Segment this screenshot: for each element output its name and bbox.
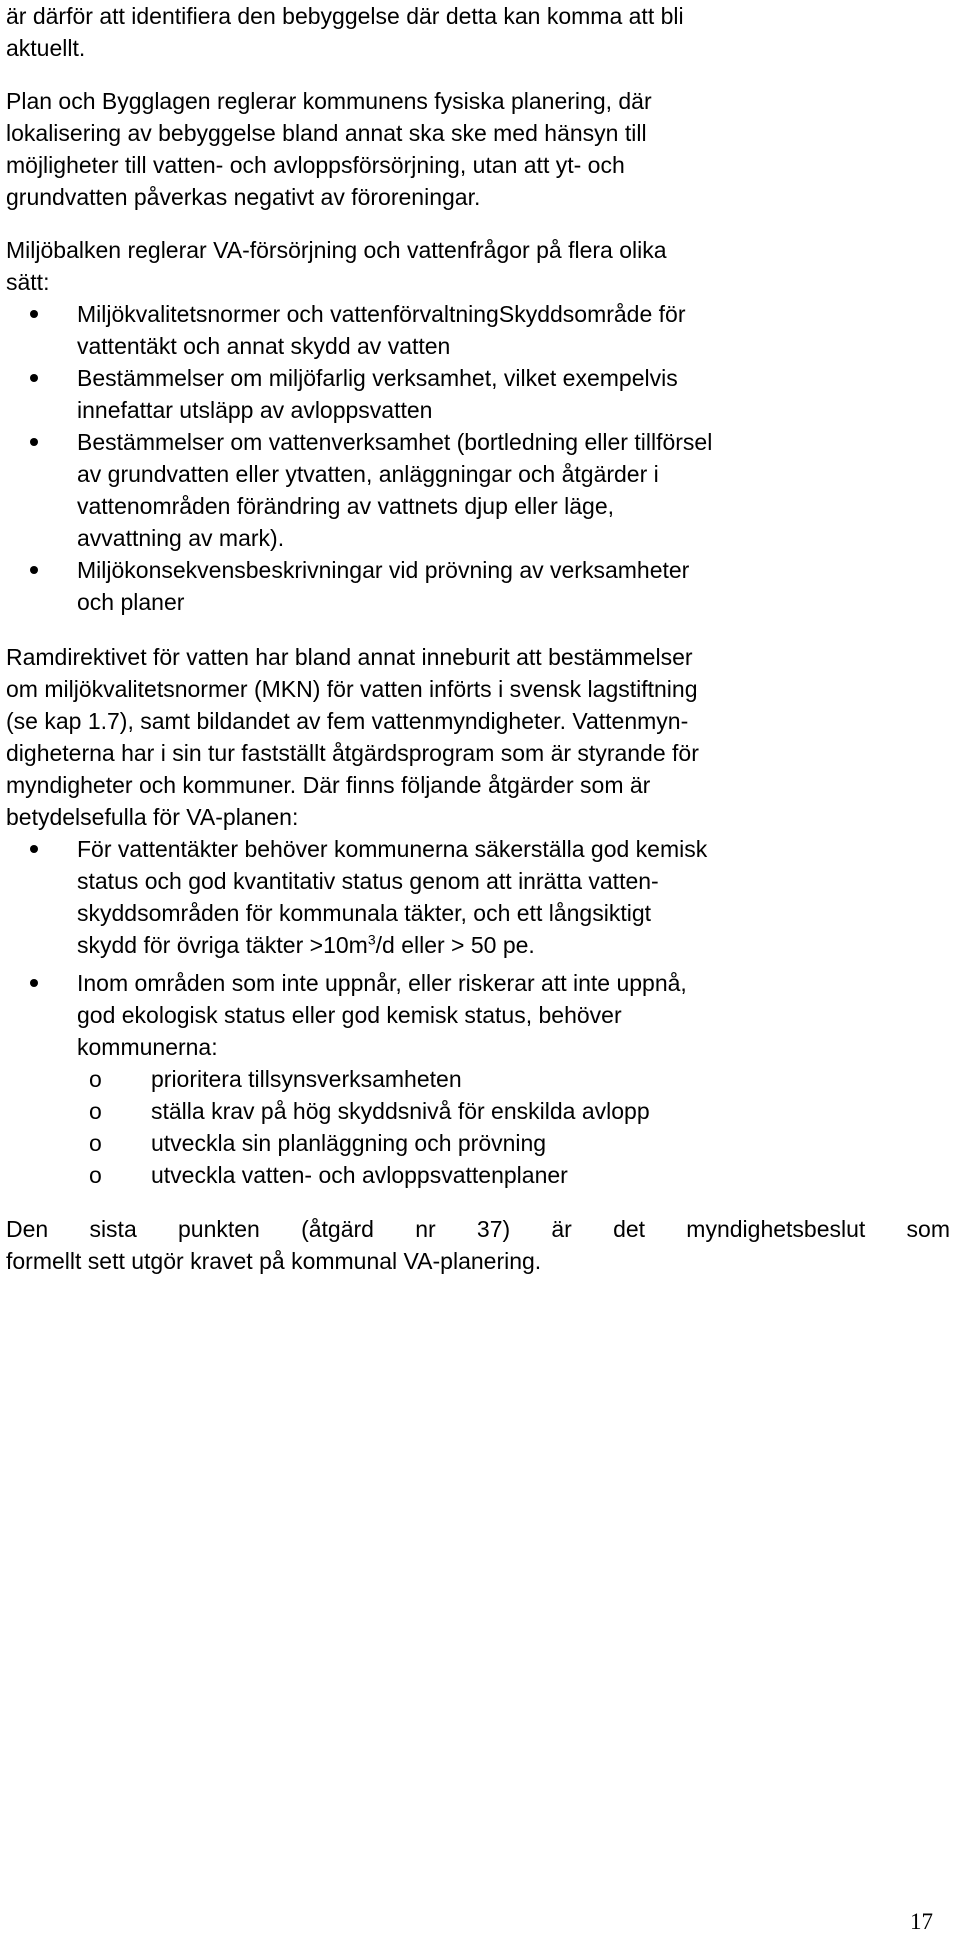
text-line: För vattentäkter behöver kommunerna säkerställa god kemisk bbox=[77, 836, 708, 862]
text-line: är därför att identifiera den bebyggelse där detta kan komma att bli bbox=[6, 3, 684, 29]
text-line: Den sista punkten (åtgärd nr 37) är det myndighetsbeslut som bbox=[6, 1216, 950, 1242]
text-line: vattentäkt och annat skydd av vatten bbox=[77, 333, 451, 359]
text-line: grundvatten påverkas negativt av föroreningar. bbox=[6, 184, 481, 210]
text-line: kommunerna: bbox=[77, 1034, 218, 1060]
text-line: status och god kvantitativ status genom att inrätta vatten- bbox=[77, 868, 659, 894]
text-line: Bestämmelser om miljöfarlig verksamhet, vilket exempelvis bbox=[77, 365, 678, 391]
list-item bbox=[6, 426, 950, 554]
text-line: av grundvatten eller ytvatten, anläggningar och åtgärder i bbox=[77, 461, 659, 487]
text-line: sätt: bbox=[6, 269, 50, 295]
text-line: om miljökvalitetsnormer (MKN) för vatten införts i svensk lagstiftning bbox=[6, 676, 698, 702]
text-line: /d eller > 50 pe. bbox=[375, 932, 535, 958]
text-line: skyddsområden för kommunala täkter, och ett långsiktigt bbox=[77, 900, 652, 926]
text-line: formellt sett utgör kravet på kommunal VA-planering. bbox=[6, 1248, 542, 1274]
sub-list-item: o ställa krav på hög skyddsnivå för enskilda avlopp bbox=[77, 1095, 950, 1127]
text-line: innefattar utsläpp av avloppsvatten bbox=[77, 397, 433, 423]
text-line: god ekologisk status eller god kemisk status, behöver bbox=[77, 1002, 622, 1028]
text-line: Ramdirektivet för vatten har bland annat inneburit att bestämmelser bbox=[6, 644, 693, 670]
ramdirektivet-paragraph bbox=[6, 641, 950, 833]
text-line: och planer bbox=[77, 589, 185, 615]
intro-paragraph bbox=[6, 0, 950, 64]
text-line: Miljöbalken reglerar VA-försörjning och vattenfrågor på flera olika bbox=[6, 237, 667, 263]
document-page bbox=[6, 0, 950, 1277]
list-item bbox=[6, 554, 950, 618]
superscript: 3 bbox=[367, 931, 376, 948]
text-line: Miljökonsekvensbeskrivningar vid prövning av verksamheter bbox=[77, 557, 690, 583]
sub-list-item: o prioritera tillsynsverksamheten bbox=[77, 1063, 950, 1095]
text-line: aktuellt. bbox=[6, 35, 86, 61]
text-line: (se kap 1.7), samt bildandet av fem vattenmyndigheter. Vattenmyn- bbox=[6, 708, 689, 734]
page-number: 17 bbox=[910, 1909, 933, 1934]
text-line: Plan och Bygglagen reglerar kommunens fysiska planering, där bbox=[6, 88, 652, 114]
text-line: lokalisering av bebyggelse bland annat ska ske med hänsyn till bbox=[6, 120, 647, 146]
atgarder-bullet-list bbox=[6, 833, 950, 1191]
list-item bbox=[6, 362, 950, 426]
text-line: avvattning av mark). bbox=[77, 525, 285, 551]
final-paragraph bbox=[6, 1213, 950, 1277]
text-line: betydelsefulla för VA-planen: bbox=[6, 804, 299, 830]
sub-list-item: o utveckla sin planläggning och prövning bbox=[77, 1127, 950, 1159]
text-line: Miljökvalitetsnormer och vattenförvaltningSkyddsområde för bbox=[77, 301, 686, 327]
sub-list-item: o utveckla vatten- och avloppsvattenplaner bbox=[77, 1159, 950, 1191]
list-item bbox=[6, 298, 950, 362]
miljobalken-bullet-list bbox=[6, 298, 950, 618]
text-line: Inom områden som inte uppnår, eller riskerar att inte uppnå, bbox=[77, 970, 687, 996]
miljobalken-paragraph bbox=[6, 234, 950, 298]
text-line: vattenområden förändring av vattnets djup eller läge, bbox=[77, 493, 614, 519]
text-line: Bestämmelser om vattenverksamhet (bortledning eller tillförsel bbox=[77, 429, 713, 455]
text-line: myndigheter och kommuner. Där finns följande åtgärder som är bbox=[6, 772, 651, 798]
list-item bbox=[6, 833, 950, 961]
text-line: skydd för övriga täkter >10m bbox=[77, 932, 368, 958]
text-line: digheterna har i sin tur fastställt åtgärdsprogram som är styrande för bbox=[6, 740, 699, 766]
plan-bygglagen-paragraph bbox=[6, 85, 950, 213]
list-item bbox=[6, 967, 950, 1191]
kommunerna-sub-list bbox=[77, 1063, 950, 1191]
text-line: möjligheter till vatten- och avloppsförsörjning, utan att yt- och bbox=[6, 152, 625, 178]
